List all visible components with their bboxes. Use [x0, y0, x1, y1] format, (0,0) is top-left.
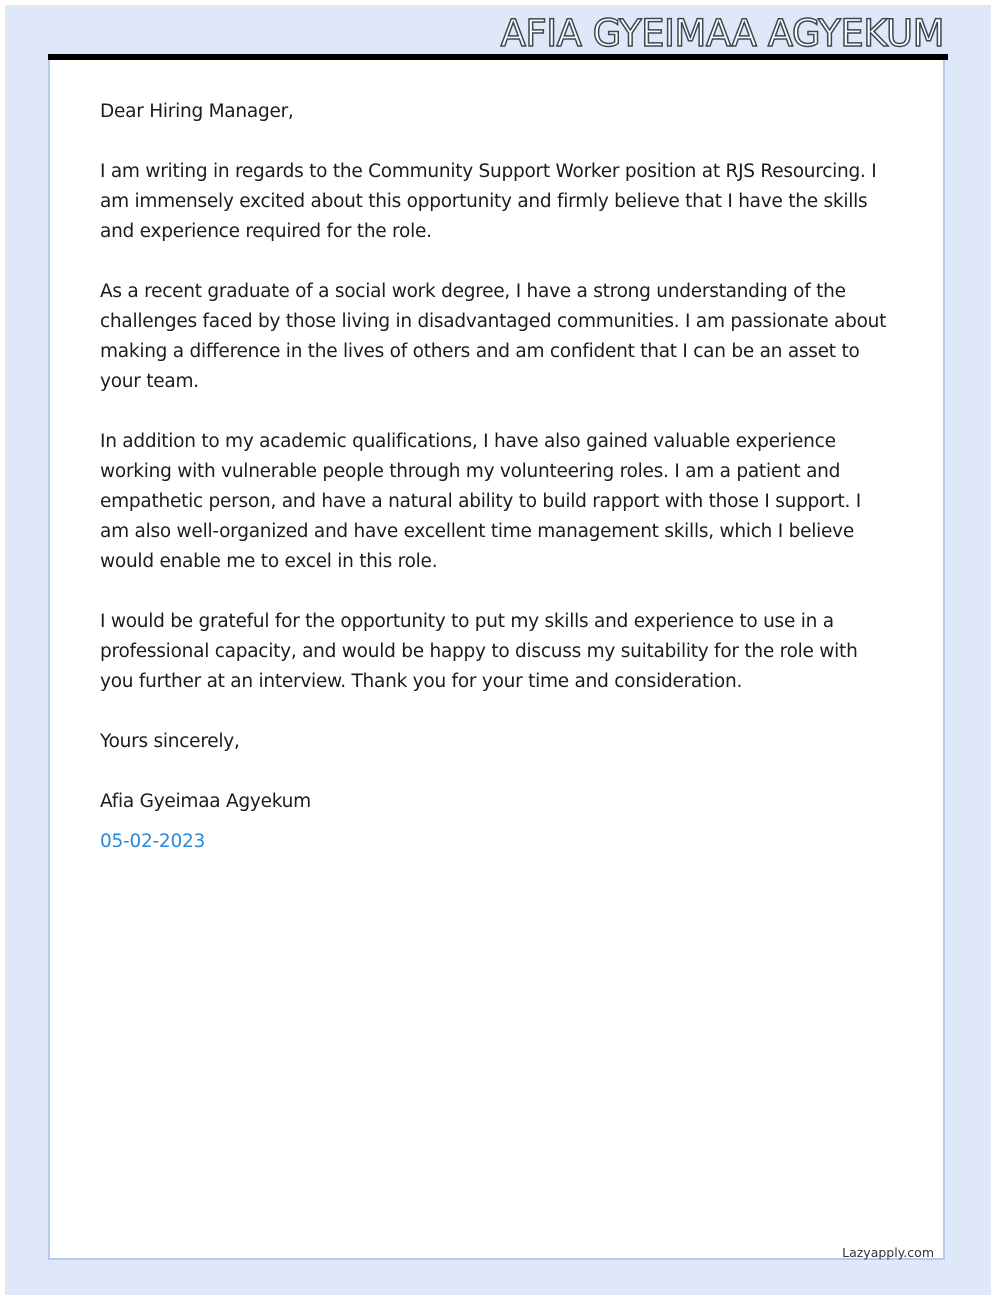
applicant-name-header: AFIA GYEIMAA AGYEKUM: [500, 12, 944, 55]
letter-signature: Afia Gyeimaa Agyekum: [100, 791, 311, 812]
letter-paragraph: I am writing in regards to the Community Support Worker position at RJS Resourcing. I am immensely excited about this opportunity and firmly believe that I have the skills and experience required for the role.: [100, 161, 877, 242]
letter-paragraph: As a recent graduate of a social work degree, I have a strong understanding of the challenges faced by those living in disadvantaged communities. I am passionate about making a difference in the lives of others and am confident that I can be an asset to your team.: [100, 281, 887, 392]
footer-brand: Lazyapply.com: [842, 1245, 934, 1260]
letter-greeting: Dear Hiring Manager,: [100, 101, 294, 122]
letter-closing: Yours sincerely,: [100, 731, 240, 752]
letter-body: [100, 97, 895, 887]
letter-paragraph: I would be grateful for the opportunity to put my skills and experience to use in a professional capacity, and would be happy to discuss my suitability for the role with you further at an interview. Thank you for your time and consideration.: [100, 611, 858, 692]
letter-date: 05-02-2023: [100, 831, 206, 852]
letter-paragraph: In addition to my academic qualifications, I have also gained valuable experience working with vulnerable people through my volunteering roles. I am a patient and empathetic person, and have a natural ability to build rapport with those I support. I am also well-organized and have excellent time management skills, which I believe would enable me to excel in this role.: [100, 431, 861, 572]
